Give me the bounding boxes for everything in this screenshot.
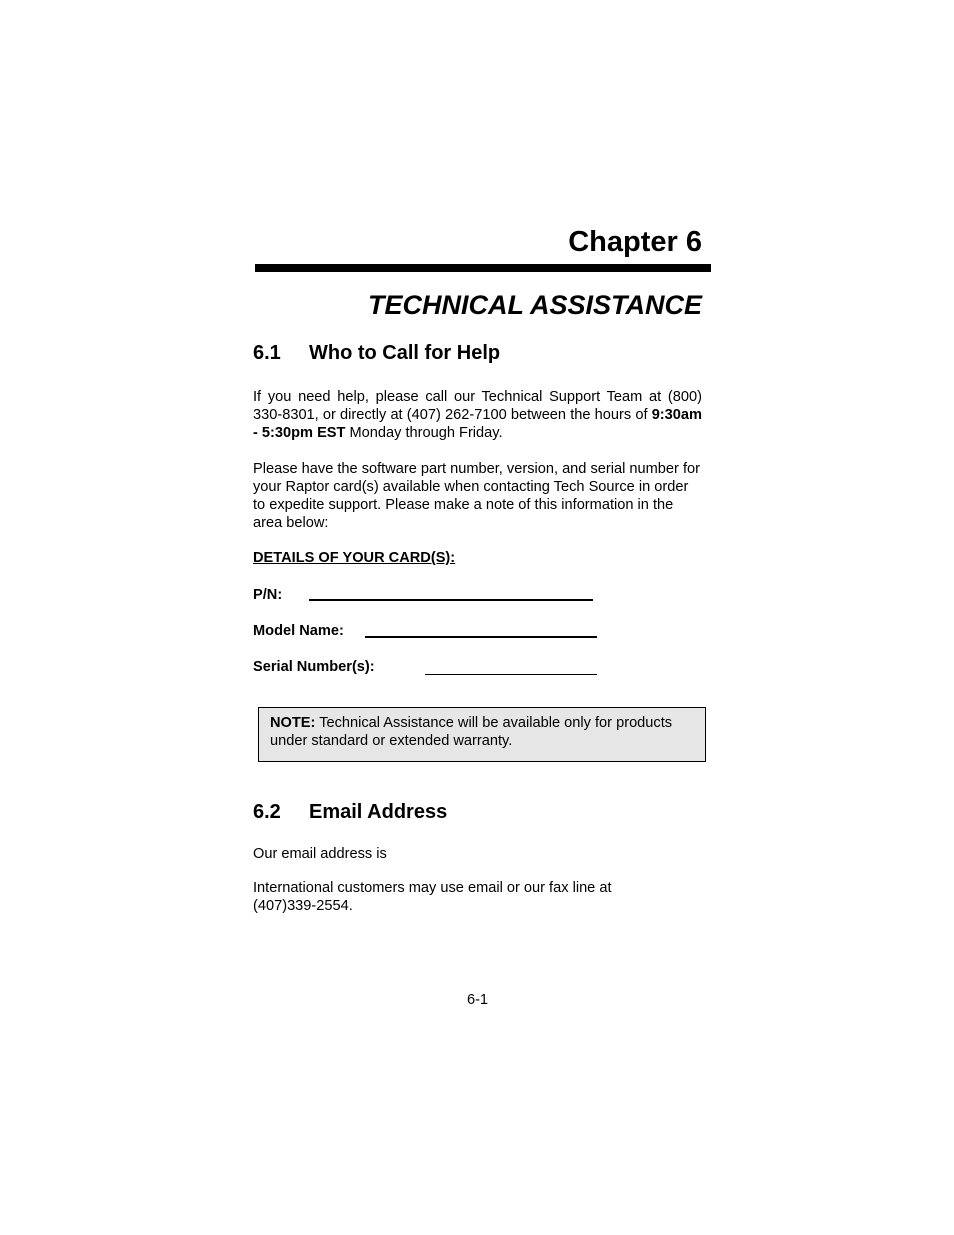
heading-6-1 [253,340,500,366]
chapter-title: Chapter 6 [568,226,702,258]
serial-number-blank-line [425,674,597,675]
international-paragraph: International customers may use email or our fax line at (407)339-2554. [253,880,612,914]
section-title: TECHNICAL ASSISTANCE [367,290,702,320]
model-name-label: Model Name: [253,623,344,639]
heading-6-2 [253,799,447,825]
serial-number-label: Serial Number(s): [253,659,375,675]
pn-blank-line [309,599,593,601]
heading-6-2-text: Email Address [309,801,448,823]
note-text: Technical Assistance will be available only for products under standard or extended warranty. [270,715,673,749]
help-days: Monday through Friday. [345,425,503,441]
email-paragraph: Our email address is [253,846,387,862]
model-name-blank-line [365,636,597,638]
card-info-paragraph: Please have the software part number, version, and serial number for your Raptor card(s) available when contacting Tech Source in order to expedite support. Please make a note of this information in the area below: [253,461,700,531]
card-details-heading: DETAILS OF YOUR CARD(S): [253,550,456,566]
heading-6-1-text: Who to Call for Help [309,342,501,364]
heading-6-1-number: 6.1 [253,342,281,364]
help-phone-paragraph [253,388,702,442]
help-phone-text: If you need help, please call our Technical Support Team at (800) 330-8301, or directly at (407) 262-7100 between the hours of [253,389,702,423]
note-label: NOTE: [270,715,316,731]
page-number: 6-1 [466,992,489,1008]
help-hours: 9:30am - 5:30pm EST [253,407,702,441]
chapter-divider [255,264,711,272]
pn-label: P/N: [253,587,283,603]
warranty-note-box [258,707,706,762]
heading-6-2-number: 6.2 [253,801,281,823]
